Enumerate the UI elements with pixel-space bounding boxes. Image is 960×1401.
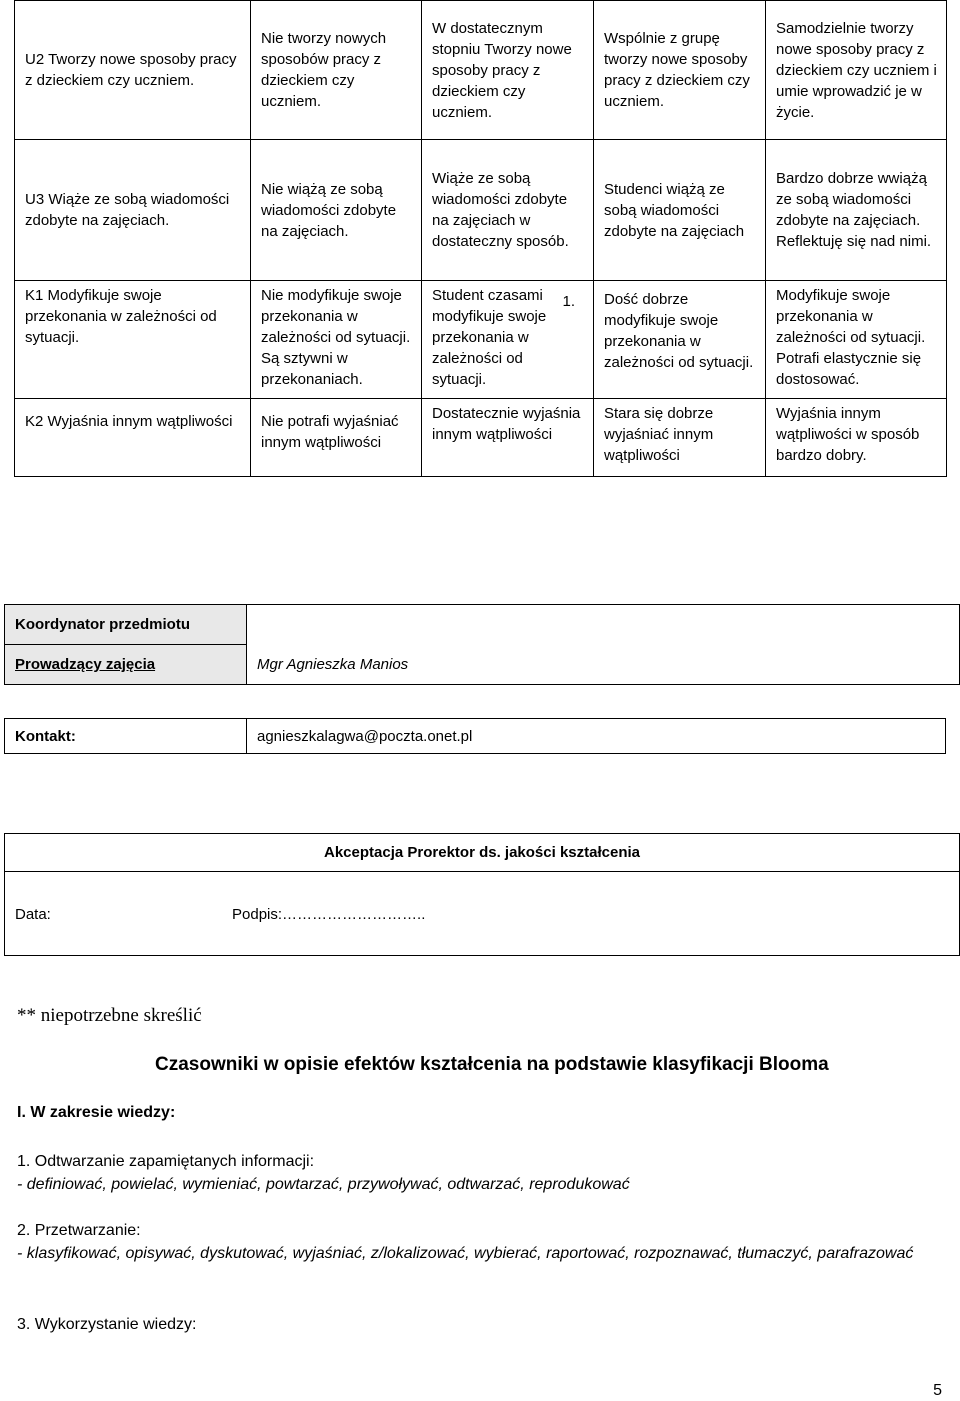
instructor-value: Mgr Agnieszka Manios: [247, 645, 960, 685]
criterion-label: K1 Modyfikuje swoje przekonania w zależności od sytuacji.: [15, 281, 251, 399]
table-row: [15, 281, 947, 399]
grade-2-cell: Nie potrafi wyjaśniać innym wątpliwości: [251, 399, 422, 477]
signature-label: Podpis:………………………..: [232, 906, 426, 923]
criterion-label: K2 Wyjaśnia innym wątpliwości: [15, 399, 251, 477]
table-row: [15, 1, 947, 140]
contact-label: Kontakt:: [5, 719, 247, 754]
grade-3-wrap: [432, 285, 585, 390]
table-row: [5, 645, 960, 685]
grade-4-cell: Wspólnie z grupę tworzy nowe sposoby pracy z dzieckiem czy uczniem.: [594, 1, 766, 140]
acceptance-title: Akceptacja Prorektor ds. jakości kształcenia: [324, 844, 640, 861]
footnote: ** niepotrzebne skreślić: [17, 1005, 202, 1026]
grade-2-cell: Nie modyfikuje swoje przekonania w zależności od sytuacji. Są sztywni w przekonaniach.: [251, 281, 422, 399]
grade-2-cell: Nie wiążą ze sobą wiadomości zdobyte na zajęciach.: [251, 140, 422, 281]
grade-5-cell: Wyjaśnia innym wątpliwości w sposób bardzo dobry.: [766, 399, 947, 477]
list-item-heading: 1. Odtwarzanie zapamiętanych informacji:: [17, 1153, 315, 1170]
grade-5-cell: Bardzo dobrze wwiążą ze sobą wiadomości zdobyte na zajęciach. Reflektuję się nad nimi.: [766, 140, 947, 281]
table-row: [15, 399, 947, 477]
instructor-label: Prowadzący zajęcia: [5, 645, 247, 685]
criterion-label: U2 Tworzy nowe sposoby pracy z dzieckiem czy uczniem.: [15, 1, 251, 140]
list-item-heading: 3. Wykorzystanie wiedzy:: [17, 1316, 197, 1333]
section-heading: I. W zakresie wiedzy:: [17, 1104, 176, 1121]
grade-4-cell: Dość dobrze modyfikuje swoje przekonania w zależności od sytuacji.: [594, 281, 766, 399]
coordinator-table: [4, 604, 960, 685]
list-marker: 1.: [562, 293, 575, 310]
grade-3-cell: [422, 281, 594, 399]
divider: [5, 871, 959, 872]
grade-3-cell: Wiąże ze sobą wiadomości zdobyte na zajęciach w dostateczny sposób.: [422, 140, 594, 281]
page-number: 5: [933, 1382, 942, 1399]
grade-4-cell: Stara się dobrze wyjaśniać innym wątpliwości: [594, 399, 766, 477]
grade-2-cell: Nie tworzy nowych sposobów pracy z dzieckiem czy uczniem.: [251, 1, 422, 140]
bloom-title: Czasowniki w opisie efektów kształcenia na podstawie klasyfikacji Blooma: [155, 1054, 829, 1075]
grade-3-cell: W dostatecznym stopniu Tworzy nowe sposoby pracy z dzieckiem czy uczniem.: [422, 1, 594, 140]
grade-3-text: Student czasami modyfikuje swoje przekonania w zależności od sytuacji.: [432, 287, 547, 388]
table-row: [15, 140, 947, 281]
grade-5-cell: Modyfikuje swoje przekonania w zależności od sytuacji. Potrafi elastycznie się dostosować.: [766, 281, 947, 399]
grade-5-cell: Samodzielnie tworzy nowe sposoby pracy z dzieckiem czy uczniem i umie wprowadzić je w życie.: [766, 1, 947, 140]
table-row: [5, 719, 946, 754]
grade-4-cell: Studenci wiążą ze sobą wiadomości zdobyte na zajęciach: [594, 140, 766, 281]
coordinator-value: [247, 605, 960, 645]
criteria-table: [14, 0, 947, 477]
criterion-label: U3 Wiąże ze sobą wiadomości zdobyte na zajęciach.: [15, 140, 251, 281]
coordinator-label: Koordynator przedmiotu: [5, 605, 247, 645]
list-item-verbs: - definiować, powielać, wymieniać, powtarzać, przywoływać, odtwarzać, reprodukować: [17, 1176, 630, 1193]
acceptance-box: [4, 833, 960, 956]
list-item-verbs: - klasyfikować, opisywać, dyskutować, wyjaśniać, z/lokalizować, wybierać, raportować, rozpoznawać, tłumaczyć, parafrazować: [17, 1245, 914, 1262]
grade-3-cell: Dostatecznie wyjaśnia innym wątpliwości: [422, 399, 594, 477]
contact-table: [4, 718, 946, 754]
date-label: Data:: [15, 906, 51, 923]
contact-email: agnieszkalagwa@poczta.onet.pl: [247, 719, 946, 754]
list-item-heading: 2. Przetwarzanie:: [17, 1222, 141, 1239]
table-row: [5, 605, 960, 645]
